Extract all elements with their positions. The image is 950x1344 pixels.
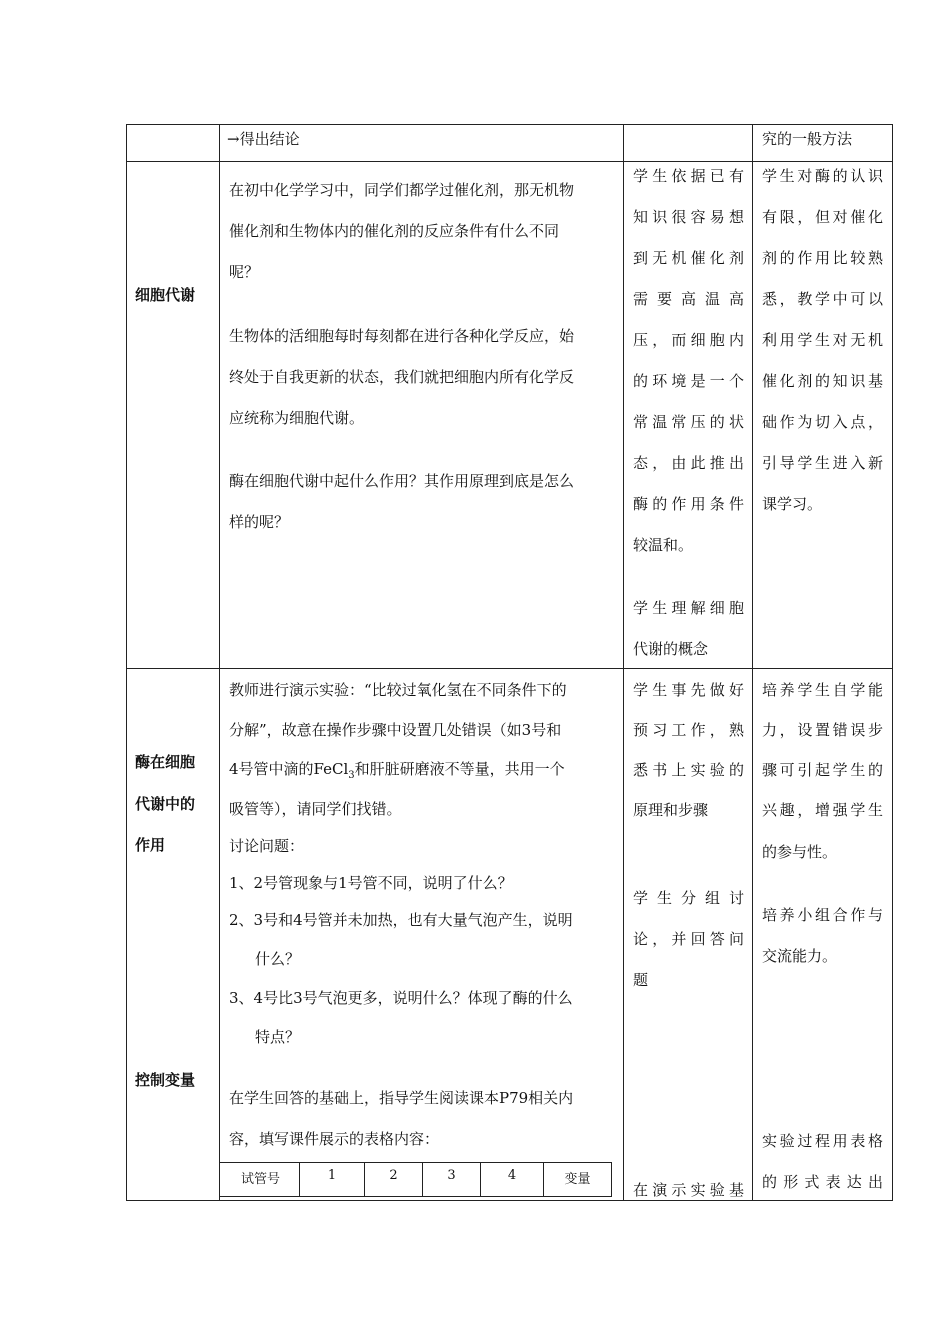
inner-col-line	[611, 1162, 612, 1197]
row1-student-line: 态，由此推出	[633, 454, 744, 472]
row2-subsection-label: 控制变量	[135, 1071, 196, 1089]
row1-student-line: 较温和。	[633, 536, 694, 554]
row2-student-line: 预习工作，熟	[633, 721, 744, 739]
row1-student-line: 知识很容易想	[633, 208, 744, 226]
fecl-text: 4号管中滴的FeCl	[229, 760, 349, 778]
row2-intent-line: 培养学生自学能	[762, 681, 883, 699]
row2-intent-line: 交流能力。	[762, 947, 838, 965]
row1-intent-line: 课学习。	[762, 495, 823, 513]
row1-main-line: 应统称为细胞代谢。	[229, 409, 365, 427]
inner-table-header: 1	[327, 1168, 337, 1183]
row1-student-line: 代谢的概念	[633, 640, 709, 658]
row2-intent-line: 的形式表达出	[762, 1173, 883, 1191]
row2-main-line: 容，填写课件展示的表格内容：	[229, 1130, 440, 1148]
row1-main-line: 在初中化学学习中，同学们都学过催化剂，那无机物	[229, 181, 575, 199]
inner-table-header: 4	[507, 1168, 517, 1183]
inner-table-top	[220, 1162, 612, 1163]
col-line-4	[752, 124, 753, 1201]
row1-main-line: 催化剂和生物体内的催化剂的反应条件有什么不同	[229, 222, 560, 240]
row2-main-line: 1、2号管现象与1号管不同，说明了什么？	[229, 874, 513, 892]
row1-intent-line: 引导学生进入新	[762, 454, 883, 472]
row1-student-line: 酶的作用条件	[633, 495, 744, 513]
row2-main-line: 讨论问题：	[229, 837, 305, 855]
row1-intent-line: 有限，但对催化	[762, 208, 883, 226]
inner-table-header: 2	[389, 1168, 398, 1183]
row2-section-label: 代谢中的	[135, 795, 196, 813]
row2-main-line: 2、3号和4号管并未加热，也有大量气泡产生，说明	[229, 911, 573, 929]
row1-intent-line: 悉，教学中可以	[762, 290, 883, 308]
row2-section-label: 酶在细胞	[135, 753, 196, 771]
col-line-3	[623, 124, 624, 1201]
row-divider-2	[126, 668, 893, 669]
row2-intent-line: 培养小组合作与	[762, 906, 883, 924]
row2-student-line: 悉书上实验的	[633, 761, 744, 779]
row2-intent-line: 骤可引起学生的	[762, 761, 883, 779]
col-line-2	[219, 124, 220, 1201]
row2-intent-line: 的参与性。	[762, 843, 838, 861]
row2-student-line: 论，并回答问	[633, 930, 744, 948]
table-border-top	[126, 124, 893, 125]
row2-student-line: 在演示实验基	[633, 1181, 744, 1199]
row2-main-line: 特点？	[255, 1028, 301, 1046]
row2-intent-line: 实验过程用表格	[762, 1132, 883, 1150]
row1-intent-line: 础作为切入点，	[762, 413, 883, 431]
row2-main-line: 教师进行演示实验：“比较过氧化氢在不同条件下的	[229, 681, 567, 699]
row2-section-label: 作用	[135, 836, 166, 854]
col-line-1	[126, 124, 127, 1201]
row1-student-line: 压，而细胞内	[633, 331, 744, 349]
row1-main-line: 样的呢？	[229, 513, 290, 531]
row2-student-line: 学生分组讨	[633, 889, 744, 907]
row1-student-line: 到无机催化剂	[633, 249, 744, 267]
table-border-bottom	[126, 1200, 893, 1201]
row1-intent-line: 利用学生对无机	[762, 331, 883, 349]
row2-main-line-chem	[229, 757, 565, 788]
row1-student-line: 需要高温高	[633, 290, 744, 308]
subscript-3: 3	[348, 770, 355, 781]
row2-student-line: 题	[633, 971, 649, 989]
row1-intent-line: 剂的作用比较熟	[762, 249, 883, 267]
row1-student-line: 学生依据已有	[633, 167, 744, 185]
row0-main-text: →得出结论	[227, 130, 300, 148]
row1-student-line: 的环境是一个	[633, 372, 744, 390]
row1-student-line: 学生理解细胞	[633, 599, 744, 617]
row-divider-1	[126, 161, 893, 162]
inner-table-header: 3	[447, 1168, 456, 1183]
row2-intent-line: 力，设置错误步	[762, 721, 883, 739]
row2-student-line: 原理和步骤	[633, 801, 709, 819]
row1-intent-line: 学生对酶的认识	[762, 167, 883, 185]
col-line-5	[892, 124, 893, 1201]
inner-table-header: 变量	[564, 1172, 591, 1187]
row1-section-label: 细胞代谢	[135, 286, 196, 304]
row2-main-line: 分解”，故意在操作步骤中设置几处错误（如3号和	[229, 721, 562, 739]
row0-intent-text: 究的一般方法	[762, 130, 853, 148]
row1-main-line: 呢？	[229, 263, 260, 281]
fecl-tail-text: 和肝脏研磨液不等量，共用一个	[354, 760, 565, 778]
inner-table-header: 试管号	[240, 1172, 280, 1187]
row2-main-line: 在学生回答的基础上，指导学生阅读课本P79相关内	[229, 1089, 574, 1107]
row2-main-line: 什么？	[255, 950, 301, 968]
row1-main-line: 终处于自我更新的状态，我们就把细胞内所有化学反	[229, 368, 575, 386]
row1-main-line: 酶在细胞代谢中起什么作用？其作用原理到底是怎么	[229, 472, 575, 490]
row2-main-line: 吸管等），请同学们找错。	[229, 800, 402, 818]
inner-table-bottom	[220, 1196, 612, 1197]
row2-main-line: 3、4号比3号气泡更多，说明什么？体现了酶的什么	[229, 989, 573, 1007]
row1-intent-line: 催化剂的知识基	[762, 372, 883, 390]
row1-main-line: 生物体的活细胞每时每刻都在进行各种化学反应，始	[229, 327, 575, 345]
row1-student-line: 常温常压的状	[633, 413, 744, 431]
row2-student-line: 学生事先做好	[633, 681, 744, 699]
row2-intent-line: 兴趣，增强学生	[762, 801, 883, 819]
